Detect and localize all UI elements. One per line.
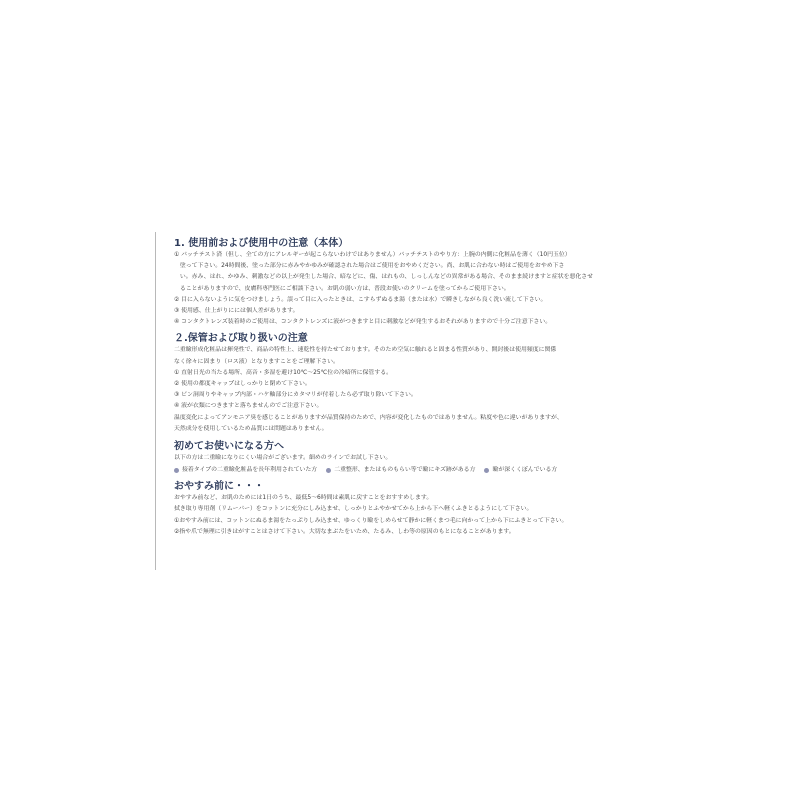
text-line: なく徐々に固まり（ロス液）となりますことをご理解下さい。 bbox=[174, 358, 339, 365]
text-line: ③ 使用感、仕上がりにには個人差があります。 bbox=[174, 308, 299, 315]
caution-bullet-list bbox=[174, 464, 624, 476]
bullet-dot-icon bbox=[174, 468, 179, 473]
text-line: ② 使用の都度キャップはしっかりと閉めて下さい。 bbox=[174, 381, 311, 388]
bullet-item bbox=[174, 464, 317, 476]
text-line: 温度変化によってアンモニア臭を感じることがありますが品質保持のためで、内容が変化したものではありません。粘度や色に違いがありますが、 bbox=[174, 414, 563, 421]
text-line: ① パッチテスト済（但し、全ての方にアレルギーが起こらないわけではありません）パッチテストのやり方：上腕の内側に化粧品を薄く（10円玉位） bbox=[174, 252, 571, 258]
text-line: ①おやすみ前には、コットンにぬるま湯をたっぷりしみ込ませ、ゆっくり瞼をしめらせて静かに軽くまつ毛に向かって上から下にふきとって下さい。 bbox=[174, 517, 568, 524]
bullet-label: 接着タイプの二重瞼化粧品を長年利用されていた方 bbox=[182, 467, 318, 474]
instructions-document bbox=[174, 237, 624, 538]
text-line: 天然成分を使用しているため品質には問題はありません。 bbox=[174, 425, 328, 432]
text-line: い。赤み、はれ、かゆみ、刺激などの以上が発生した場合、暗などに、傷、はれもの、しっしんなどの異常がある場合、そのまま続けますと症状を悪化させ bbox=[174, 274, 594, 281]
text-line: ④ コンタクトレンズ装着時のご使用は、コンタクトレンズに液がつきますと目に刺激などが発生するおそれがありますので十分ご注意下さい。 bbox=[174, 319, 552, 326]
bullet-item bbox=[484, 464, 557, 476]
section-title-usage: 1. 使用前および使用中の注意（本体） bbox=[174, 238, 349, 249]
text-line: ることがありますので、皮膚科専門医にご相談下さい。お肌の弱い方は、普段お使いのクリームを塗ってからご使用下さい。 bbox=[174, 285, 510, 292]
section-title-storage: ２.保管および取り扱いの注意 bbox=[174, 333, 308, 345]
section-title-first-use: 初めてお使いになる方へ bbox=[174, 441, 284, 453]
text-line: ② 目に入らないように気をつけましょう。誤って目に入ったときは、こすらずぬるま湯（または水）で瞬きしながら良く洗い流して下さい。 bbox=[174, 296, 547, 303]
text-line: 以下の方は二重瞼になりにくい場合がございます。細めのラインでお試し下さい。 bbox=[174, 455, 392, 462]
bullet-item bbox=[326, 464, 475, 476]
text-line: ②指や爪で無理に引きはがすことはさけて下さい。大切なまぶたをいため、たるみ、しわ等の原因のもとになることがあります。 bbox=[174, 528, 515, 535]
text-line: ① 直射日光の当たる場所、高音・多湿を避け10℃～25℃位の冷暗所に保管する。 bbox=[174, 369, 392, 376]
text-line: おやすみ前など、お肌のためには1日のうち、最低5～6時間は素肌に戻すことをおすすめします。 bbox=[174, 495, 433, 502]
section-title-before-bed: おやすみ前に・・・ bbox=[174, 481, 264, 493]
bullet-dot-icon bbox=[326, 468, 331, 473]
text-line: 二重瞼形成化粧品は揮発性で、商品の特性上、速乾性を持たせております。そのため空気に触れると固まる性質があり、開封後は使用頻度に関係 bbox=[174, 347, 557, 354]
text-line: ③ ビン洞周りやキャップ内部・ハケ軸部分にカタマリが付着したら必ず取り除いて下さい。 bbox=[174, 392, 417, 399]
bullet-dot-icon bbox=[484, 468, 489, 473]
left-divider-rule bbox=[155, 232, 156, 570]
bullet-label: 二重整形、またはものもらい等で瞼にキズ跡がある方 bbox=[334, 467, 476, 474]
text-line: 拭き取り専用剤（リムーバー）をコットンに充分にしみ込ませ、しっかりとふやかせてから上から下へ軽くふきとるようにして下さい。 bbox=[174, 506, 533, 513]
text-line: 塗って下さい。24時間後、塗った部分に赤みやかゆみが確認された場合はご使用をおやめください。尚、お肌に合わない時はご使用をおやめ下さ bbox=[174, 263, 565, 270]
text-line: ④ 液が衣類につきますと落ちませんのでご注意下さい。 bbox=[174, 403, 323, 410]
bullet-label: 瞼が深くくぼんでいる方 bbox=[492, 467, 558, 474]
